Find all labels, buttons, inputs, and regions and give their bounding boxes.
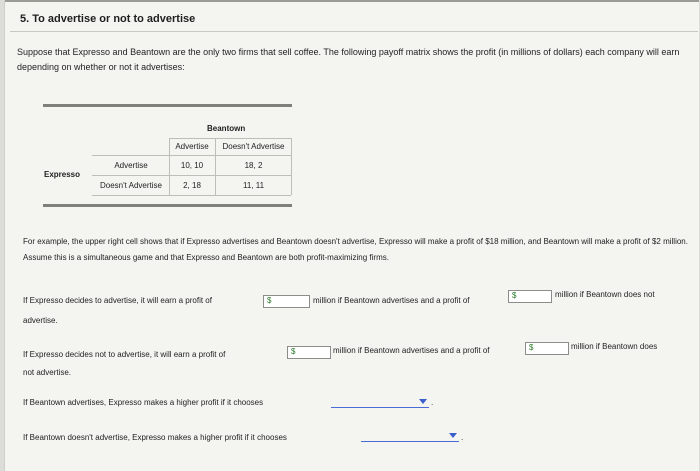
matrix-bottom-rule: [43, 204, 292, 207]
question-page: [4, 0, 699, 471]
q1-profit-advertise-input[interactable]: [263, 295, 310, 308]
cell-adv-adv: 10, 10: [180, 161, 204, 170]
q2-profit-advertise-input[interactable]: [287, 346, 331, 359]
question-title: 5. To advertise or not to advertise: [20, 13, 196, 25]
grid-line: [291, 138, 292, 195]
q4-choice-dropdown[interactable]: [361, 430, 459, 442]
q2-text-cont: not advertise.: [23, 368, 72, 377]
q2-text-pre: If Expresso decides not to advertise, it will earn a profit of: [23, 350, 226, 359]
q4-text: If Beantown doesn't advertise, Expresso makes a higher profit if it chooses: [23, 433, 287, 442]
q1-text-post: million if Beantown does not: [555, 290, 655, 299]
q1-text-pre: If Expresso decides to advertise, it will earn a profit of: [23, 296, 212, 305]
q3-period: .: [431, 398, 434, 407]
q2-text-post: million if Beantown does: [571, 342, 658, 351]
row-header-advertise: Advertise: [114, 161, 148, 170]
col-header-doesnt-advertise: Doesn't Advertise: [222, 142, 285, 151]
cell-noadv-noadv: 11, 11: [242, 181, 265, 190]
matrix-top-rule: [43, 104, 292, 107]
top-border: [5, 0, 699, 2]
cell-noadv-adv: 2, 18: [183, 181, 201, 190]
payoff-matrix: [35, 104, 295, 214]
column-player-label: Beantown: [207, 124, 246, 133]
q3-text: If Beantown advertises, Expresso makes a higher profit if it chooses: [23, 398, 264, 407]
title-divider: [10, 31, 698, 32]
example-paragraph: For example, the upper right cell shows that if Expresso advertises and Beantown doesn't advertise, Expresso will make a profit of $18 million, and Beantown will make a profit of $2 million. Assume this is a simultaneous game and that Expresso and Beantown are both profit-maximizing firms.: [23, 237, 688, 262]
currency-symbol: $: [267, 296, 272, 305]
col-header-advertise: Advertise: [175, 142, 209, 151]
currency-symbol: $: [512, 291, 517, 300]
q4-period: .: [461, 433, 464, 442]
cell-adv-noadv: 18, 2: [244, 161, 263, 170]
q3-choice-dropdown[interactable]: [331, 396, 429, 408]
row-header-doesnt-advertise: Doesn't Advertise: [99, 181, 162, 190]
grid-line: [92, 155, 291, 156]
currency-symbol: $: [291, 347, 296, 356]
row-player-label: Expresso: [44, 170, 81, 179]
question-intro: Suppose that Expresso and Beantown are the only two firms that sell coffee. The following payoff matrix shows the profit (in millions of dollars) each company will earn depending on whether or not it advertises:: [17, 47, 680, 72]
dropdown-arrow-icon: [419, 399, 427, 404]
grid-line: [92, 175, 291, 176]
dropdown-arrow-icon: [449, 433, 457, 438]
grid-line: [92, 195, 291, 196]
q2-text-mid: million if Beantown advertises and a profit of: [333, 346, 490, 355]
currency-symbol: $: [529, 343, 534, 352]
q2-profit-no-advertise-input[interactable]: [525, 342, 569, 355]
grid-line: [169, 138, 291, 139]
q1-text-mid: million if Beantown advertises and a profit of: [313, 296, 470, 305]
q1-text-cont: advertise.: [23, 316, 58, 325]
q1-profit-no-advertise-input[interactable]: [508, 290, 552, 303]
